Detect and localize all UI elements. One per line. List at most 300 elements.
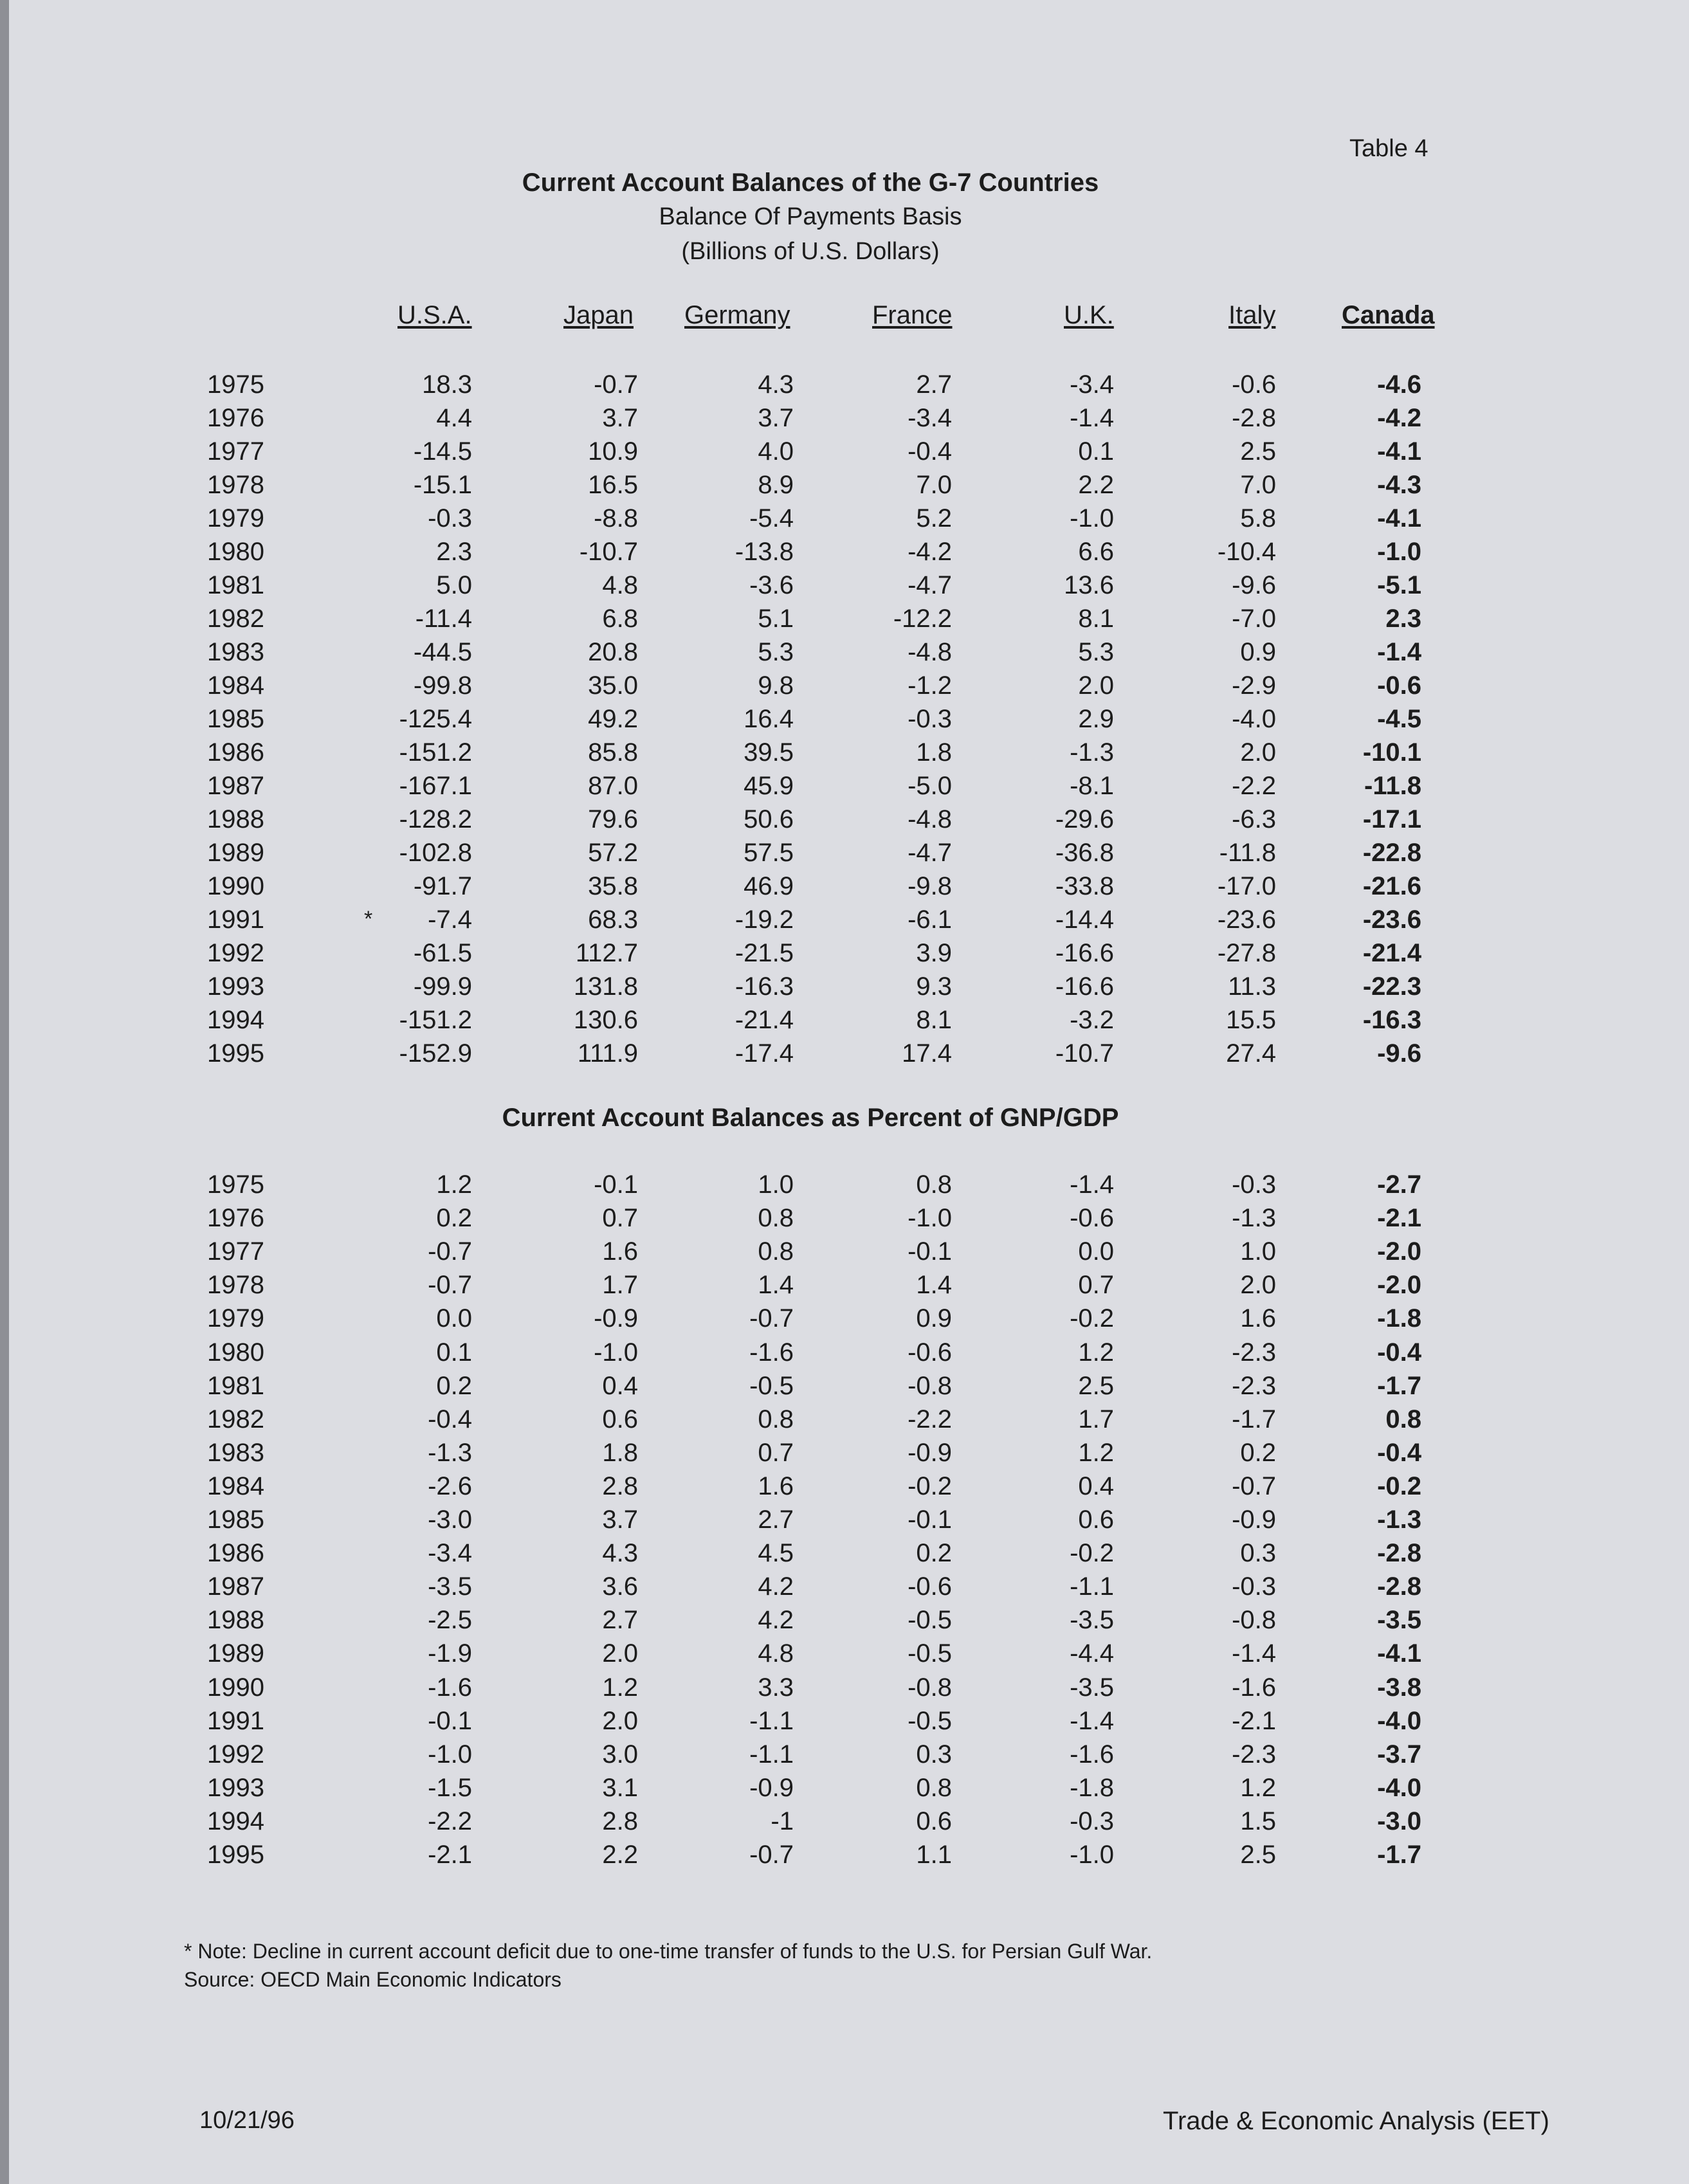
cell-usa: -91.7 — [413, 872, 472, 900]
cell-uk: -16.6 — [1055, 972, 1114, 1001]
table-row — [0, 1039, 1689, 1073]
cell-germany: -0.7 — [749, 1841, 794, 1869]
cell-uk: -1.1 — [1070, 1572, 1114, 1601]
cell-japan: -0.1 — [594, 1170, 638, 1199]
cell-italy: 0.2 — [1240, 1438, 1276, 1467]
cell-canada: -9.6 — [1377, 1039, 1421, 1068]
cell-uk: -4.4 — [1070, 1639, 1114, 1668]
cell-japan: 20.8 — [588, 638, 638, 666]
cell-uk: -0.3 — [1070, 1806, 1114, 1835]
cell-usa: -2.1 — [428, 1841, 472, 1869]
year-cell: 1979 — [207, 504, 264, 532]
cell-japan: 57.2 — [588, 839, 638, 867]
cell-japan: 49.2 — [588, 705, 638, 733]
cell-usa: -2.5 — [428, 1606, 472, 1635]
cell-france: -0.3 — [908, 705, 952, 733]
table-units: (Billions of U.S. Dollars) — [681, 238, 940, 265]
cell-canada: -22.8 — [1362, 839, 1421, 867]
table-row — [0, 1841, 1689, 1874]
cell-france: -5.0 — [908, 772, 952, 800]
year-cell: 1985 — [207, 1506, 264, 1534]
cell-usa: -3.0 — [428, 1506, 472, 1534]
table-row — [0, 772, 1689, 805]
column-header-canada: Canada — [1342, 301, 1435, 329]
table-row — [0, 972, 1689, 1006]
cell-germany: 0.7 — [758, 1438, 794, 1467]
cell-japan: -0.9 — [594, 1304, 638, 1333]
table-row — [0, 1639, 1689, 1673]
cell-france: -0.5 — [908, 1706, 952, 1735]
cell-italy: 1.6 — [1240, 1304, 1276, 1333]
cell-usa: -1.5 — [428, 1773, 472, 1802]
table-row — [0, 437, 1689, 471]
cell-italy: 1.5 — [1240, 1806, 1276, 1835]
cell-germany: 3.7 — [758, 404, 794, 432]
cell-uk: -14.4 — [1055, 905, 1114, 934]
cell-japan: 1.2 — [602, 1673, 638, 1702]
cell-usa: -1.0 — [428, 1740, 472, 1769]
cell-uk: -0.6 — [1070, 1204, 1114, 1233]
cell-canada: -2.0 — [1377, 1271, 1421, 1300]
year-cell: 1985 — [207, 705, 264, 733]
cell-italy: -1.3 — [1232, 1204, 1276, 1233]
cell-france: -0.1 — [908, 1237, 952, 1266]
cell-canada: -1.0 — [1377, 538, 1421, 566]
cell-france: -9.8 — [908, 872, 952, 900]
cell-japan: -0.7 — [594, 370, 638, 399]
cell-japan: 0.6 — [602, 1405, 638, 1433]
cell-uk: 1.2 — [1078, 1438, 1114, 1467]
cell-italy: -2.8 — [1232, 404, 1276, 432]
cell-canada: -21.4 — [1362, 939, 1421, 967]
table-subtitle: Balance Of Payments Basis — [659, 203, 962, 230]
cell-italy: 2.5 — [1240, 1841, 1276, 1869]
cell-uk: -3.5 — [1070, 1606, 1114, 1635]
cell-italy: -0.3 — [1232, 1170, 1276, 1199]
cell-france: -0.8 — [908, 1673, 952, 1702]
table-row — [0, 671, 1689, 705]
cell-japan: 3.6 — [602, 1572, 638, 1601]
cell-canada: -10.1 — [1362, 738, 1421, 767]
cell-usa: 1.2 — [436, 1170, 472, 1199]
cell-france: -0.9 — [908, 1438, 952, 1467]
table-row — [0, 1439, 1689, 1472]
column-header-usa: U.S.A. — [397, 301, 472, 329]
cell-uk: -1.4 — [1070, 1706, 1114, 1735]
cell-france: -3.4 — [908, 404, 952, 432]
cell-germany: -1.1 — [749, 1740, 794, 1769]
cell-japan: 3.0 — [602, 1740, 638, 1769]
cell-italy: 2.5 — [1240, 437, 1276, 466]
cell-usa: 0.1 — [436, 1338, 472, 1367]
cell-usa: -15.1 — [413, 471, 472, 499]
cell-france: 9.3 — [916, 972, 952, 1001]
table-row — [0, 1807, 1689, 1841]
cell-germany: 9.8 — [758, 671, 794, 700]
cell-uk: -3.4 — [1070, 370, 1114, 399]
cell-italy: 1.2 — [1240, 1773, 1276, 1802]
cell-canada: 2.3 — [1385, 605, 1421, 633]
cell-canada: -3.5 — [1377, 1606, 1421, 1635]
year-cell: 1981 — [207, 571, 264, 599]
cell-canada: -2.8 — [1377, 1572, 1421, 1601]
cell-france: -0.1 — [908, 1506, 952, 1534]
cell-uk: 0.1 — [1078, 437, 1114, 466]
cell-usa: 0.2 — [436, 1371, 472, 1400]
cell-germany: 1.6 — [758, 1471, 794, 1500]
year-cell: 1982 — [207, 1405, 264, 1433]
cell-japan: 130.6 — [573, 1006, 638, 1034]
cell-japan: 2.2 — [602, 1841, 638, 1869]
table-number-label: Table 4 — [1349, 135, 1429, 162]
cell-uk: -1.4 — [1070, 404, 1114, 432]
year-cell: 1980 — [207, 538, 264, 566]
year-cell: 1991 — [207, 1706, 264, 1735]
footnote-marker: * — [364, 907, 373, 931]
cell-uk: 13.6 — [1064, 571, 1114, 599]
cell-france: -0.2 — [908, 1471, 952, 1500]
table-row — [0, 605, 1689, 638]
cell-germany: -3.6 — [749, 571, 794, 599]
cell-italy: 15.5 — [1226, 1006, 1276, 1034]
cell-uk: -0.2 — [1070, 1539, 1114, 1568]
table-row — [0, 1740, 1689, 1774]
cell-uk: 2.2 — [1078, 471, 1114, 499]
cell-canada: -1.7 — [1377, 1841, 1421, 1869]
year-cell: 1988 — [207, 1606, 264, 1635]
year-cell: 1981 — [207, 1371, 264, 1400]
table-row — [0, 471, 1689, 504]
source-note: Source: OECD Main Economic Indicators — [184, 1968, 561, 1991]
year-cell: 1976 — [207, 1204, 264, 1233]
cell-italy: -7.0 — [1232, 605, 1276, 633]
year-cell: 1987 — [207, 1572, 264, 1601]
cell-canada: -2.1 — [1377, 1204, 1421, 1233]
year-cell: 1976 — [207, 404, 264, 432]
cell-usa: -7.4 — [428, 905, 472, 934]
cell-germany: 45.9 — [744, 772, 794, 800]
footnote: * Note: Decline in current account deficit due to one-time transfer of funds to the U.S. for Persian Gulf War. — [184, 1940, 1153, 1963]
column-header-uk: U.K. — [1064, 301, 1114, 329]
cell-uk: -3.2 — [1070, 1006, 1114, 1034]
year-cell: 1987 — [207, 772, 264, 800]
cell-canada: -3.7 — [1377, 1740, 1421, 1769]
year-cell: 1995 — [207, 1039, 264, 1068]
cell-italy: -1.4 — [1232, 1639, 1276, 1668]
cell-germany: -1.6 — [749, 1338, 794, 1367]
cell-italy: -0.6 — [1232, 370, 1276, 399]
cell-germany: -21.5 — [735, 939, 794, 967]
cell-germany: -1 — [771, 1806, 794, 1835]
table-row — [0, 1237, 1689, 1271]
cell-italy: 0.9 — [1240, 638, 1276, 666]
cell-japan: 35.8 — [588, 872, 638, 900]
cell-italy: -9.6 — [1232, 571, 1276, 599]
cell-uk: 0.0 — [1078, 1237, 1114, 1266]
cell-italy: -0.7 — [1232, 1471, 1276, 1500]
table-row — [0, 905, 1689, 939]
cell-usa: -0.3 — [428, 504, 472, 532]
cell-germany: 4.2 — [758, 1572, 794, 1601]
cell-france: 1.4 — [916, 1271, 952, 1300]
table-row — [0, 1338, 1689, 1372]
cell-canada: -16.3 — [1362, 1006, 1421, 1034]
cell-uk: -1.3 — [1070, 738, 1114, 767]
cell-germany: 50.6 — [744, 805, 794, 833]
cell-italy: -2.2 — [1232, 772, 1276, 800]
cell-france: -0.4 — [908, 437, 952, 466]
cell-canada: -3.0 — [1377, 1806, 1421, 1835]
year-cell: 1989 — [207, 1639, 264, 1668]
cell-france: 0.9 — [916, 1304, 952, 1333]
cell-canada: -1.7 — [1377, 1371, 1421, 1400]
cell-japan: -10.7 — [579, 538, 638, 566]
cell-canada: -4.1 — [1377, 1639, 1421, 1668]
cell-canada: -23.6 — [1362, 905, 1421, 934]
year-cell: 1992 — [207, 1740, 264, 1769]
cell-italy: -23.6 — [1217, 905, 1276, 934]
cell-france: 0.8 — [916, 1773, 952, 1802]
footer-department: Trade & Economic Analysis (EET) — [1163, 2107, 1549, 2135]
cell-usa: 5.0 — [436, 571, 472, 599]
cell-usa: -1.3 — [428, 1438, 472, 1467]
cell-japan: 1.8 — [602, 1438, 638, 1467]
cell-canada: -1.3 — [1377, 1506, 1421, 1534]
cell-germany: 4.3 — [758, 370, 794, 399]
cell-japan: 79.6 — [588, 805, 638, 833]
cell-usa: -61.5 — [413, 939, 472, 967]
cell-usa: -2.2 — [428, 1806, 472, 1835]
cell-italy: -2.1 — [1232, 1706, 1276, 1735]
year-cell: 1980 — [207, 1338, 264, 1367]
cell-usa: -14.5 — [413, 437, 472, 466]
cell-italy: 27.4 — [1226, 1039, 1276, 1068]
cell-france: -12.2 — [893, 605, 952, 633]
cell-japan: 2.0 — [602, 1639, 638, 1668]
cell-usa: 4.4 — [436, 404, 472, 432]
table-row — [0, 1204, 1689, 1237]
year-cell: 1993 — [207, 972, 264, 1001]
cell-canada: 0.8 — [1385, 1405, 1421, 1433]
cell-uk: 2.0 — [1078, 671, 1114, 700]
cell-italy: 5.8 — [1240, 504, 1276, 532]
year-cell: 1975 — [207, 370, 264, 399]
cell-france: -0.5 — [908, 1606, 952, 1635]
cell-italy: -0.8 — [1232, 1606, 1276, 1635]
cell-canada: -5.1 — [1377, 571, 1421, 599]
cell-usa: -0.7 — [428, 1271, 472, 1300]
cell-usa: -102.8 — [399, 839, 472, 867]
table-row — [0, 1774, 1689, 1807]
year-cell: 1983 — [207, 638, 264, 666]
column-header-germany: Germany — [684, 301, 790, 329]
cell-canada: -17.1 — [1362, 805, 1421, 833]
cell-france: 1.1 — [916, 1841, 952, 1869]
cell-germany: 0.8 — [758, 1204, 794, 1233]
cell-uk: -10.7 — [1055, 1039, 1114, 1068]
cell-italy: 1.0 — [1240, 1237, 1276, 1266]
cell-germany: 4.0 — [758, 437, 794, 466]
year-cell: 1986 — [207, 738, 264, 767]
cell-japan: 16.5 — [588, 471, 638, 499]
cell-germany: 4.5 — [758, 1539, 794, 1568]
cell-japan: 87.0 — [588, 772, 638, 800]
cell-germany: -13.8 — [735, 538, 794, 566]
cell-france: -0.6 — [908, 1572, 952, 1601]
cell-canada: -3.8 — [1377, 1673, 1421, 1702]
cell-usa: -0.1 — [428, 1706, 472, 1735]
cell-japan: 1.7 — [602, 1271, 638, 1300]
cell-canada: -21.6 — [1362, 872, 1421, 900]
cell-canada: -1.8 — [1377, 1304, 1421, 1333]
cell-uk: 0.4 — [1078, 1471, 1114, 1500]
cell-japan: 3.1 — [602, 1773, 638, 1802]
cell-germany: 5.1 — [758, 605, 794, 633]
cell-italy: 11.3 — [1228, 972, 1276, 1001]
cell-germany: 1.4 — [758, 1271, 794, 1300]
cell-france: -6.1 — [908, 905, 952, 934]
cell-japan: 0.4 — [602, 1371, 638, 1400]
cell-italy: -11.8 — [1219, 839, 1276, 867]
cell-uk: -1.6 — [1070, 1740, 1114, 1769]
cell-japan: 2.8 — [602, 1806, 638, 1835]
cell-germany: -21.4 — [735, 1006, 794, 1034]
cell-italy: -1.7 — [1232, 1405, 1276, 1433]
cell-usa: 18.3 — [422, 370, 472, 399]
column-header-italy: Italy — [1228, 301, 1276, 329]
table-row — [0, 404, 1689, 437]
cell-germany: 39.5 — [744, 738, 794, 767]
cell-france: 5.2 — [916, 504, 952, 532]
cell-usa: 0.2 — [436, 1204, 472, 1233]
table-row — [0, 538, 1689, 571]
cell-germany: 16.4 — [744, 705, 794, 733]
table-row — [0, 1673, 1689, 1707]
cell-uk: 8.1 — [1078, 605, 1114, 633]
cell-uk: 5.3 — [1078, 638, 1114, 666]
year-cell: 1977 — [207, 1237, 264, 1266]
cell-uk: -36.8 — [1055, 839, 1114, 867]
year-cell: 1983 — [207, 1438, 264, 1467]
cell-italy: -27.8 — [1217, 939, 1276, 967]
cell-canada: -0.6 — [1377, 671, 1421, 700]
cell-uk: -16.6 — [1055, 939, 1114, 967]
cell-canada: -11.8 — [1364, 772, 1421, 800]
table-row — [0, 805, 1689, 839]
year-cell: 1995 — [207, 1841, 264, 1869]
table-row — [0, 638, 1689, 671]
cell-germany: -19.2 — [735, 905, 794, 934]
cell-canada: -4.3 — [1377, 471, 1421, 499]
cell-uk: -1.8 — [1070, 1773, 1114, 1802]
cell-uk: -8.1 — [1070, 772, 1114, 800]
cell-france: -2.2 — [908, 1405, 952, 1433]
cell-italy: -6.3 — [1232, 805, 1276, 833]
table-row — [0, 705, 1689, 738]
year-cell: 1990 — [207, 1673, 264, 1702]
table-row — [0, 1372, 1689, 1405]
table-row — [0, 1271, 1689, 1304]
table-row — [0, 1472, 1689, 1506]
year-cell: 1992 — [207, 939, 264, 967]
cell-germany: 57.5 — [744, 839, 794, 867]
year-cell: 1991 — [207, 905, 264, 934]
cell-italy: 2.0 — [1240, 738, 1276, 767]
cell-japan: -8.8 — [594, 504, 638, 532]
cell-italy: -2.3 — [1232, 1740, 1276, 1769]
cell-uk: -0.2 — [1070, 1304, 1114, 1333]
cell-canada: -0.4 — [1377, 1438, 1421, 1467]
table-row — [0, 1405, 1689, 1439]
column-header-japan: Japan — [563, 301, 634, 329]
year-cell: 1994 — [207, 1006, 264, 1034]
cell-usa: -3.5 — [428, 1572, 472, 1601]
table-row — [0, 370, 1689, 404]
cell-usa: -167.1 — [399, 772, 472, 800]
cell-usa: -128.2 — [399, 805, 472, 833]
table-row — [0, 504, 1689, 538]
cell-italy: 2.0 — [1240, 1271, 1276, 1300]
cell-usa: -0.7 — [428, 1237, 472, 1266]
cell-japan: 131.8 — [573, 972, 638, 1001]
table-row — [0, 1170, 1689, 1204]
year-cell: 1984 — [207, 1471, 264, 1500]
cell-italy: -4.0 — [1232, 705, 1276, 733]
year-cell: 1988 — [207, 805, 264, 833]
cell-uk: 0.6 — [1078, 1506, 1114, 1534]
cell-uk: 1.7 — [1078, 1405, 1114, 1433]
cell-italy: -10.4 — [1217, 538, 1276, 566]
cell-france: 7.0 — [916, 471, 952, 499]
cell-france: -4.7 — [908, 571, 952, 599]
cell-uk: 0.7 — [1078, 1271, 1114, 1300]
cell-france: 0.8 — [916, 1170, 952, 1199]
cell-japan: 4.8 — [602, 571, 638, 599]
cell-italy: 7.0 — [1240, 471, 1276, 499]
cell-italy: -2.3 — [1232, 1371, 1276, 1400]
cell-canada: -4.0 — [1377, 1773, 1421, 1802]
cell-japan: 6.8 — [602, 605, 638, 633]
cell-canada: -2.8 — [1377, 1539, 1421, 1568]
cell-germany: -1.1 — [749, 1706, 794, 1735]
cell-germany: 0.8 — [758, 1405, 794, 1433]
cell-germany: 4.2 — [758, 1606, 794, 1635]
year-cell: 1986 — [207, 1539, 264, 1568]
year-cell: 1994 — [207, 1806, 264, 1835]
year-cell: 1982 — [207, 605, 264, 633]
cell-france: 17.4 — [902, 1039, 952, 1068]
cell-germany: 4.8 — [758, 1639, 794, 1668]
table-row — [0, 872, 1689, 905]
cell-france: -0.5 — [908, 1639, 952, 1668]
cell-usa: -99.8 — [413, 671, 472, 700]
cell-italy: -2.3 — [1232, 1338, 1276, 1367]
cell-france: -0.8 — [908, 1371, 952, 1400]
footer-date: 10/21/96 — [199, 2107, 295, 2134]
cell-canada: -4.1 — [1377, 437, 1421, 466]
cell-france: -0.6 — [908, 1338, 952, 1367]
cell-japan: 10.9 — [588, 437, 638, 466]
cell-japan: 2.8 — [602, 1471, 638, 1500]
cell-japan: 3.7 — [602, 1506, 638, 1534]
cell-canada: -0.2 — [1377, 1471, 1421, 1500]
cell-france: 0.3 — [916, 1740, 952, 1769]
year-cell: 1989 — [207, 839, 264, 867]
cell-usa: -1.9 — [428, 1639, 472, 1668]
cell-usa: -11.4 — [415, 605, 472, 633]
cell-germany: 5.3 — [758, 638, 794, 666]
cell-germany: 2.7 — [758, 1506, 794, 1534]
